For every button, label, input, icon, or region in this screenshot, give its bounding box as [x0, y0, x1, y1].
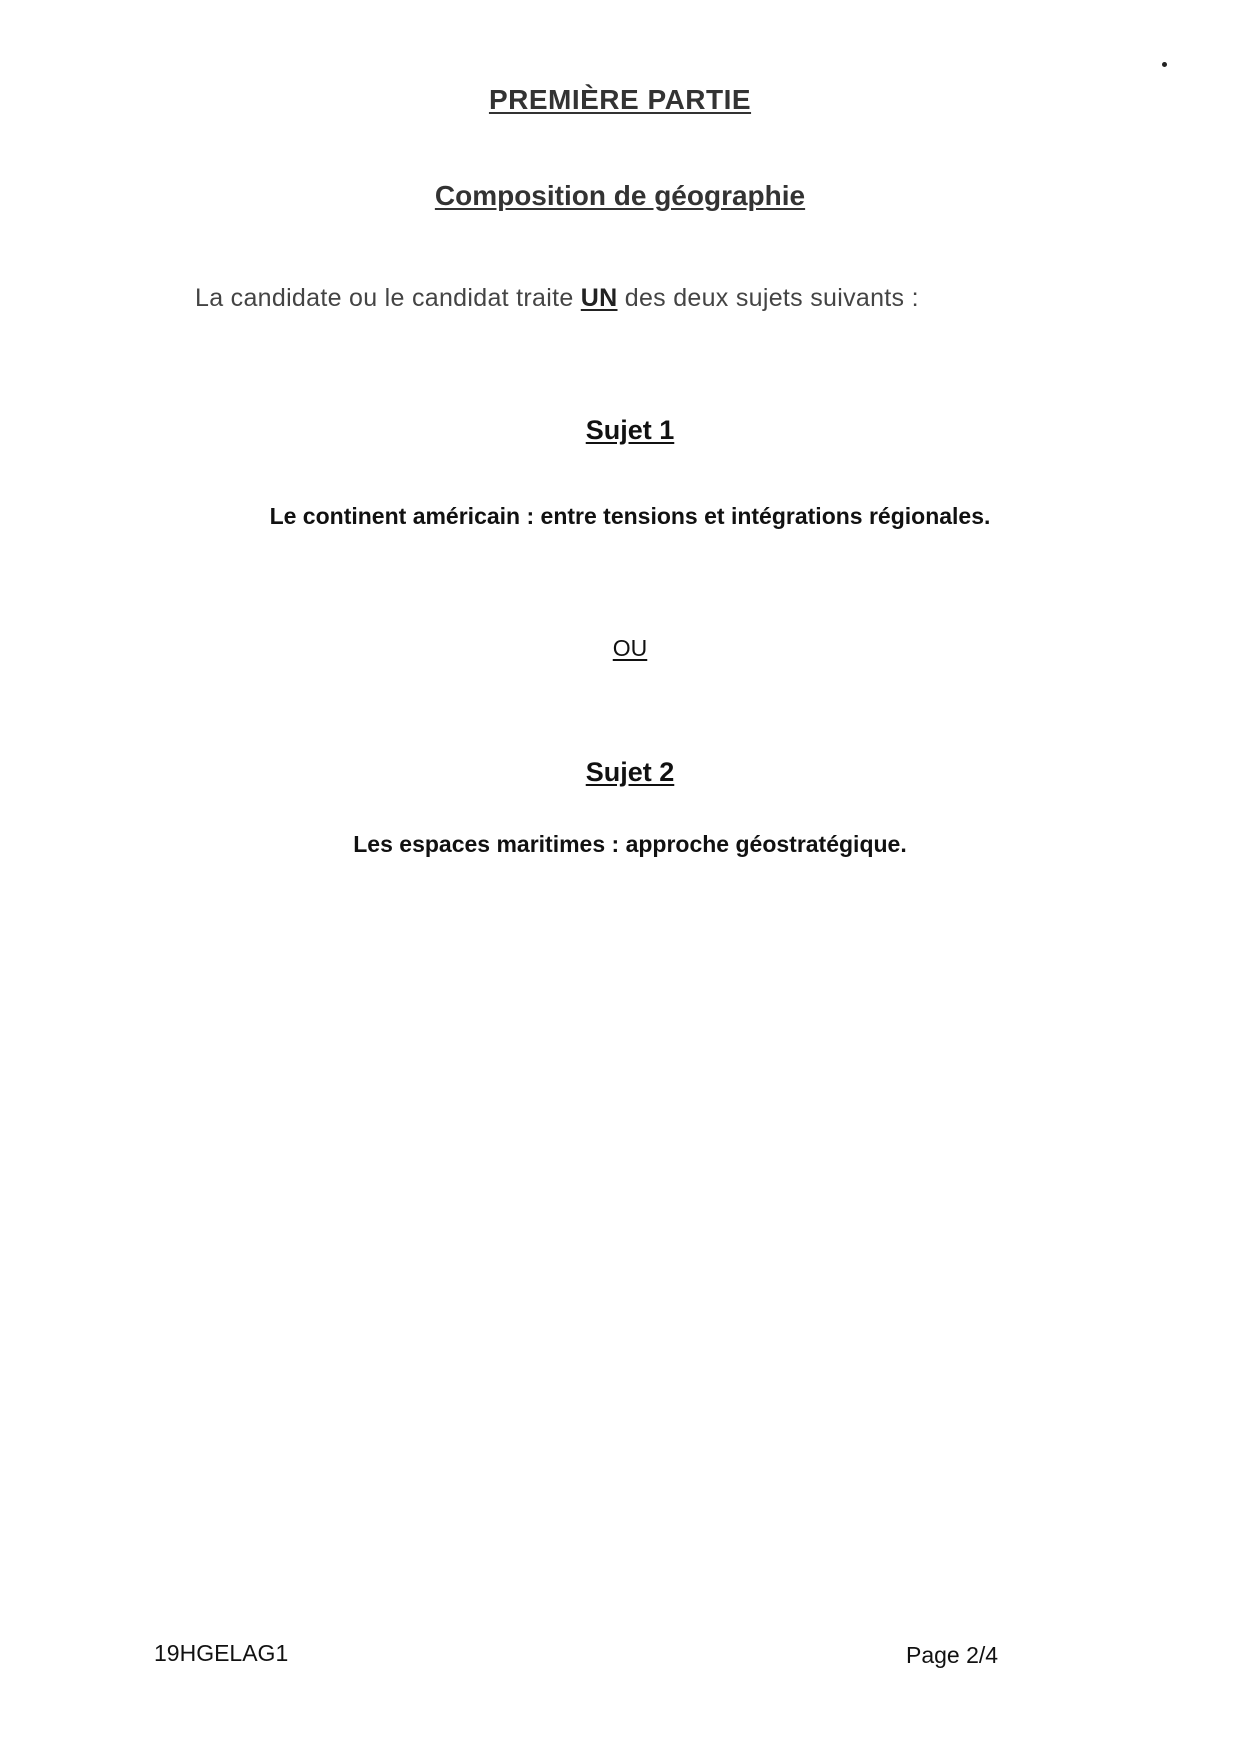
or-separator: OU [612, 635, 648, 661]
subject-2-heading: Sujet 2 [585, 757, 675, 787]
subject-2-text: Les espaces maritimes : approche géostratégique. [353, 831, 907, 857]
subject-1-text: Le continent américain : entre tensions et intégrations régionales. [269, 503, 991, 529]
instruction-emphasis: UN [580, 284, 618, 312]
part-title: PREMIÈRE PARTIE [488, 84, 752, 115]
section-title: Composition de géographie [434, 180, 806, 211]
footer-page-number: Page 2/4 [906, 1642, 999, 1668]
instruction-after: des deux sujets suivants : [617, 284, 919, 312]
scan-speck [1162, 62, 1167, 67]
subject-1-heading: Sujet 1 [585, 415, 675, 445]
instruction [195, 284, 919, 313]
footer-document-code: 19HGELAG1 [154, 1640, 289, 1666]
instruction-before: La candidate ou le candidat traite [195, 284, 581, 312]
